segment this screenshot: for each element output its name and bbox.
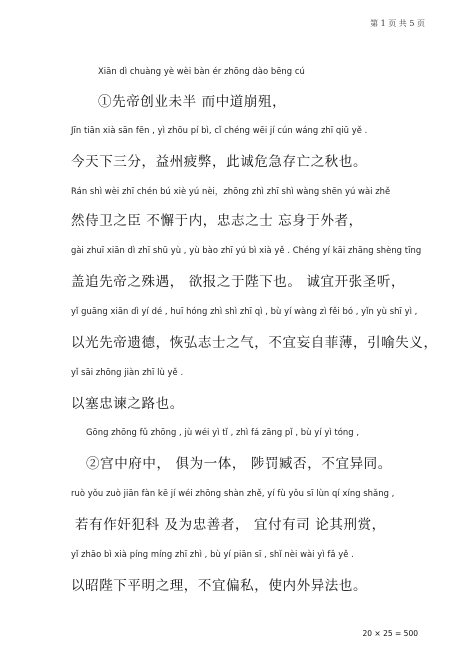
hanzi-line: 然侍卫之臣 不懈于内，忠志之士 忘身于外者， [71, 213, 363, 229]
pinyin-line: Rán shì wèi zhī chén bú xiè yú nèi，zhōng zhì zhī shì wàng shēn yú wài zhě [71, 186, 391, 196]
hanzi-line: 今天下三分，益州疲弊，此诚危急存亡之秋也。 [71, 154, 368, 170]
pinyin-line: yǐ sāi zhōng jiàn zhī lù yě . [71, 367, 184, 377]
hanzi-line: 以光先帝遗德，恢弘志士之气，不宜妄自菲薄，引喻失义， [71, 335, 438, 351]
hanzi-line: 以塞忠谏之路也。 [71, 396, 184, 412]
hanzi-line: 若有作奸犯科 及为忠善者， 宜付有司 论其刑赏， [75, 517, 386, 533]
pinyin-line: gài zhuī xiān dì zhī shū yù , yù bào zhī yú bì xià yě . Chéng yí kāi zhāng shèng tīng [71, 245, 422, 255]
hanzi-line: ①先帝创业未半 而中道崩殂， [98, 94, 287, 110]
pinyin-line: Xiān dì chuàng yè wèi bàn ér zhōng dào bēng cú [98, 66, 305, 76]
pinyin-line: yǐ zhāo bì xià píng míng zhī zhì , bù yí piān sī , shǐ nèi wài yì fǎ yě . [71, 549, 354, 559]
pinyin-line: yǐ guāng xiān dì yí dé , huī hóng zhì shì zhī qì , bù yí wàng zì fěi bó , yǐn yù shī yì , [71, 306, 418, 316]
pinyin-line: Jīn tiān xià sān fēn , yì zhōu pí bì, cǐ chéng wēi jí cún wáng zhī qiū yě . [71, 125, 368, 135]
page-indicator: 第 1 页 共 5 页 [370, 19, 425, 28]
pinyin-line: Gōng zhōng fǔ zhōng , jù wéi yì tǐ , zhì fá zāng pǐ , bù yí yì tóng , [86, 427, 360, 437]
pinyin-line: ruò yǒu zuò jiān fàn kē jí wéi zhōng shàn zhě, yí fù yǒu sī lùn qí xíng shǎng , [71, 488, 395, 498]
grid-count-note: 20 × 25 = 500 [362, 629, 418, 638]
hanzi-line: 盖追先帝之殊遇， 欲报之于陛下也。 诚宜开张圣听， [71, 274, 406, 290]
hanzi-line: 以昭陛下平明之理，不宜偏私，使内外异法也。 [71, 578, 368, 594]
hanzi-line: ②宫中府中， 俱为一体， 陟罚臧否，不宜异同。 [86, 456, 392, 472]
